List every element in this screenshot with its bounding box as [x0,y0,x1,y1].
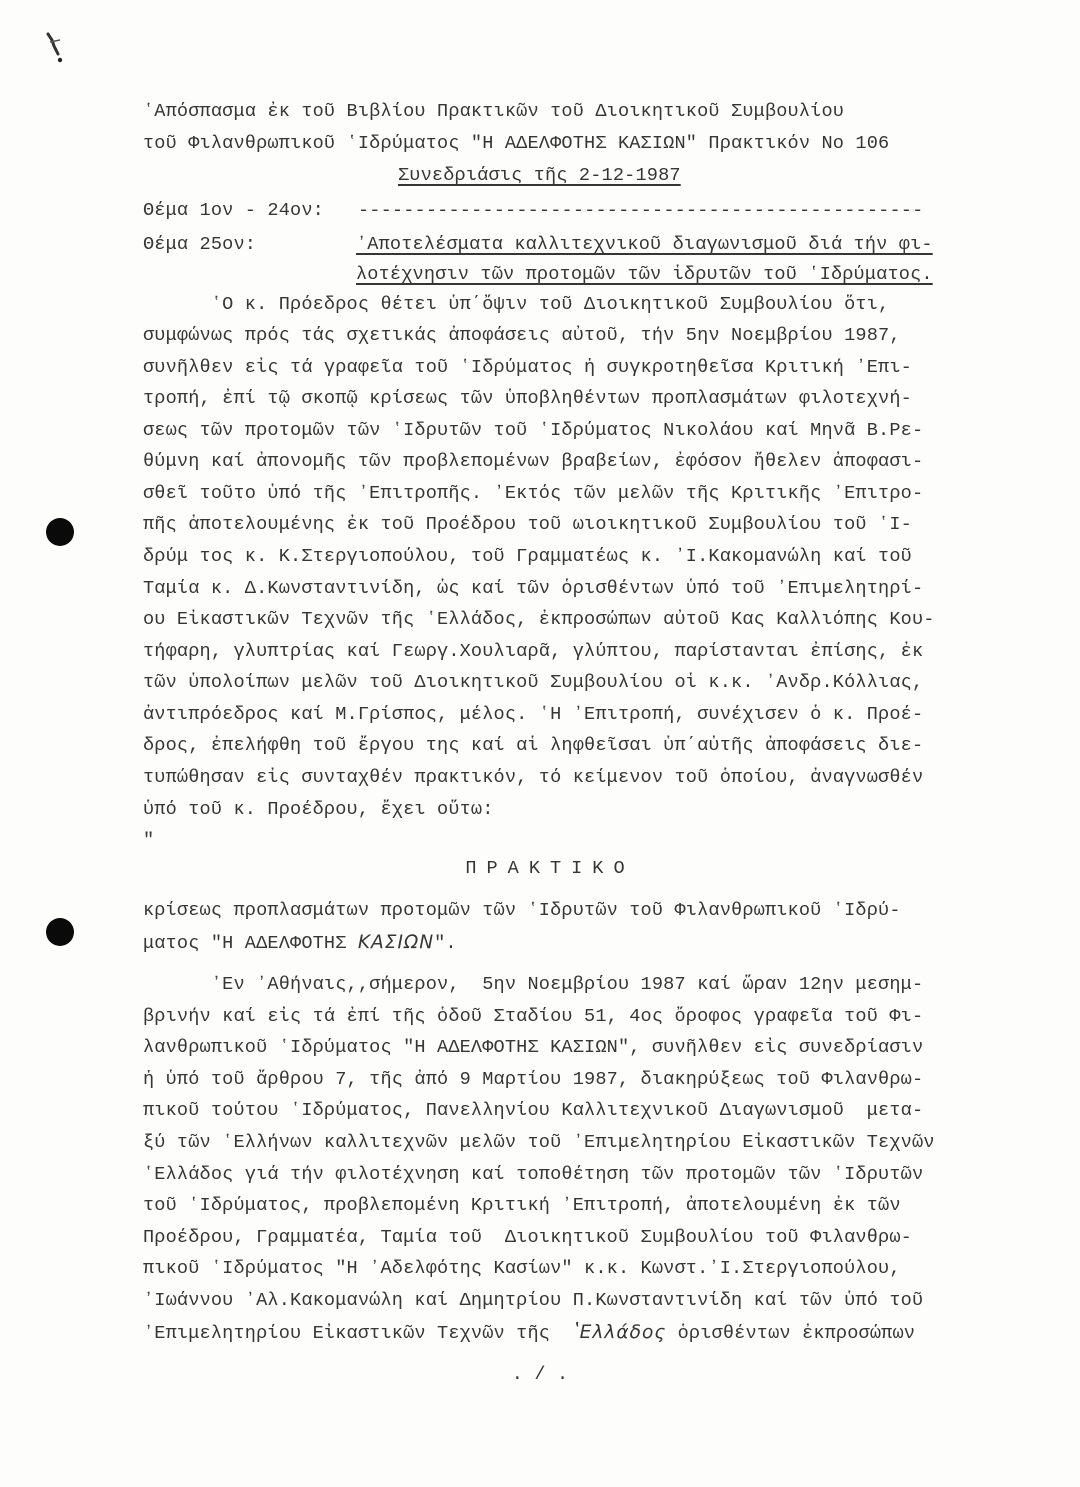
minutes-body-line: ʽΕλλάδος γιά τήν φιλοτέχνηση καί τοποθέτηση τῶν προτομῶν τῶν ʽΙδρυτῶν [143,1164,924,1185]
staple-mark-icon [40,28,70,68]
page-continuation-mark: . / . [511,1364,569,1385]
body-line: συμφώνως πρός τάς σχετικάς ἀποφάσεις αὐτοῦ, τήν 5ην Νοεμβρίου 1987, [143,325,901,346]
minutes-body-line: Προέδρου, Γραμματέα, Ταμία τοῦ Διοικητικοῦ Συμβουλίου τοῦ Φιλανθρω- [143,1227,912,1248]
minutes-body-line: ʼΕν ʼΑθήναις,,σήμερον, 5ην Νοεμβρίου 1987 καί ὥραν 12ην μεσημ- [143,974,924,995]
handwritten-correction: ʽΕλλάδος [572,1322,667,1343]
minutes-body-line: πικοῦ τούτου ʽΙδρύματος, Πανελληνίου Καλλιτεχνικοῦ Διαγωνισμοῦ μετα- [143,1100,924,1121]
minutes-body-line: λανθρωπικοῦ ʽΙδρύματος "Η ΑΔΕΛΦΟΤΗΣ ΚΑΣΙΩΝ", συνῆλθεν εἰς συνεδρίασιν [143,1037,924,1058]
body-line: ʽΟ κ. Πρόεδρος θέτει ὑπ΄ὄψιν τοῦ Διοικητικοῦ Συμβουλίου ὅτι, [143,294,890,315]
body-line: Ταμία κ. Δ.Κωνσταντινίδη, ὡς καί τῶν ὁρισθέντων ὑπό τοῦ ʼΕπιμελητηρί- [143,578,924,599]
minutes-body-line: τοῦ ʽΙδρύματος, προβλεπομένη Κριτική ʼΕπιτροπή, ἀποτελουμένη ἐκ τῶν [143,1195,901,1216]
body-line: θύμνη καί ἀπονομῆς τῶν προβλεπομένων βραβείων, ἐφόσον ἤθελεν ἀποφασι- [143,451,924,472]
minutes-subtitle-prefix: ματος "Η ΑΔΕΛΦΟΤΗΣ [143,933,358,954]
item-1-label: Θέμα 1ον - 24ον: [143,200,324,221]
minutes-title: ΠΡΑΚΤΙΚΟ [465,858,635,879]
header-line-2: τοῦ Φιλανθρωπικοῦ ʽΙδρύματος "Η ΑΔΕΛΦΟΤΗΣ ΚΑΣΙΩΝ" Πρακτικόν Νο 106 [143,133,890,154]
minutes-body-line: πικοῦ ʽΙδρύματος "Η ʼΑδελφότης Κασίων" κ.κ. Κωνστ.ʼΙ.Στεργιοπούλου, [143,1258,901,1279]
minutes-body-line: ξύ τῶν ʽΕλλήνων καλλιτεχνῶν μελῶν τοῦ ʼΕπιμελητηρίου Εἰκαστικῶν Τεχνῶν [143,1132,935,1153]
body-line: δρος, ἐπελήφθη τοῦ ἔργου της καί αἱ ληφθεῖσαι ὑπ΄αὐτῆς ἀποφάσεις διε- [143,735,924,756]
minutes-body-line: βρινήν καί εἰς τά ἐπί τῆς ὁδοῦ Σταδίου 51, 4ος ὄροφος γραφεῖα τοῦ Φι- [143,1006,924,1027]
session-date: Συνεδριάσις τῆς 2-12-1987 [398,165,681,186]
item-1-dashes: -------------------------------------------------- [358,200,924,221]
body-line: πῆς ἀποτελουμένης ἐκ τοῦ Προέδρου τοῦ ωιοικητικοῦ Συμβουλίου τοῦ ʽΙ- [143,514,912,535]
punch-hole-icon [46,518,74,546]
minutes-subtitle-line-2 [143,930,457,957]
body-line: δρύμ τος κ. Κ.Στεργιοπούλου, τοῦ Γραμματέως κ. ʼΙ.Κακομανώλη καί τοῦ [143,546,912,567]
body-line: τήφαρη, γλυπτρίας καί Γεωργ.Χουλιαρᾶ, γλύπτου, παρίστανται ἐπίσης, ἐκ [143,641,924,662]
body-line: τροπή, ἐπί τῷ σκοπῷ κρίσεως τῶν ὑποβληθέντων προπλασμάτων φιλοτεχνή- [143,388,912,409]
item-2-label: Θέμα 25ον: [143,234,257,255]
item-2-title-line-1: ʼΑποτελέσματα καλλιτεχνικοῦ διαγωνισμοῦ διά τήν φι- [356,234,933,255]
minutes-body-last-line [143,1320,915,1347]
minutes-subtitle-line-1: κρίσεως προπλασμάτων προτομῶν τῶν ʽΙδρυτῶν τοῦ Φιλανθρωπικοῦ ʽΙδρύ- [143,900,901,921]
body-line: ὑπό τοῦ κ. Προέδρου, ἔχει οὕτω: [143,799,494,820]
body-line: ου Εἰκαστικῶν Τεχνῶν τῆς ʽΕλλάδος, ἐκπροσώπων αὐτοῦ Κας Καλλιόπης Κου- [143,609,935,630]
minutes-subtitle-suffix: ". [434,933,457,954]
body-line: σεως τῶν προτομῶν τῶν ʽΙδρυτῶν τοῦ ʽΙδρύματος Νικολάου καί Μηνᾶ Β.Ρε- [143,420,924,441]
header-line-1: ʽΑπόσπασμα ἐκ τοῦ Βιβλίου Πρακτικῶν τοῦ Διοικητικοῦ Συμβουλίου [143,101,845,122]
minutes-body-line: ʼΙωάννου ʼΑλ.Κακομανώλη καί Δημητρίου Π.Κωνσταντινίδη καί τῶν ὑπό τοῦ [143,1290,924,1311]
punch-hole-icon [46,918,74,946]
last-line-prefix: ʼΕπιμελητηρίου Εἰκαστικῶν Τεχνῶν τῆς [143,1323,573,1344]
body-line: συνῆλθεν εἰς τά γραφεῖα τοῦ ʽΙδρύματος ἡ συγκροτηθεῖσα Κριτική ʼΕπι- [143,357,912,378]
body-line: ἀντιπρόεδρος καί Μ.Γρίσπος, μέλος. ʽΗ ʼΕπιτροπή, συνέχισεν ὁ κ. Προέ- [143,704,924,725]
body-line: τυπώθησαν εἰς συνταχθέν πρακτικόν, τό κείμενον τοῦ ὁποίου, ἀναγνωσθέν [143,767,924,788]
handwritten-correction: ΚΑΣΙΩΝ [357,932,435,953]
body-line: σθεῖ τοῦτο ὑπό τῆς ʼΕπιτροπῆς. ʼΕκτός τῶν μελῶν τῆς Κριτικῆς ʼΕπιτρο- [143,483,924,504]
body-line: " [143,830,155,851]
body-line: τῶν ὑπολοίπων μελῶν τοῦ Διοικητικοῦ Συμβουλίου οἱ κ.κ. ʼΑνδρ.Κόλλιας, [143,672,924,693]
minutes-body-line: ἡ ὑπό τοῦ ἄρθρου 7, τῆς ἀπό 9 Μαρτίου 1987, διακηρύξεως τοῦ Φιλανθρω- [143,1069,924,1090]
item-2-title-line-2: λοτέχνησιν τῶν προτομῶν τῶν ἱδρυτῶν τοῦ ʽΙδρύματος. [356,264,933,285]
last-line-suffix: ὁρισθέντων ἐκπροσώπων [666,1323,916,1344]
